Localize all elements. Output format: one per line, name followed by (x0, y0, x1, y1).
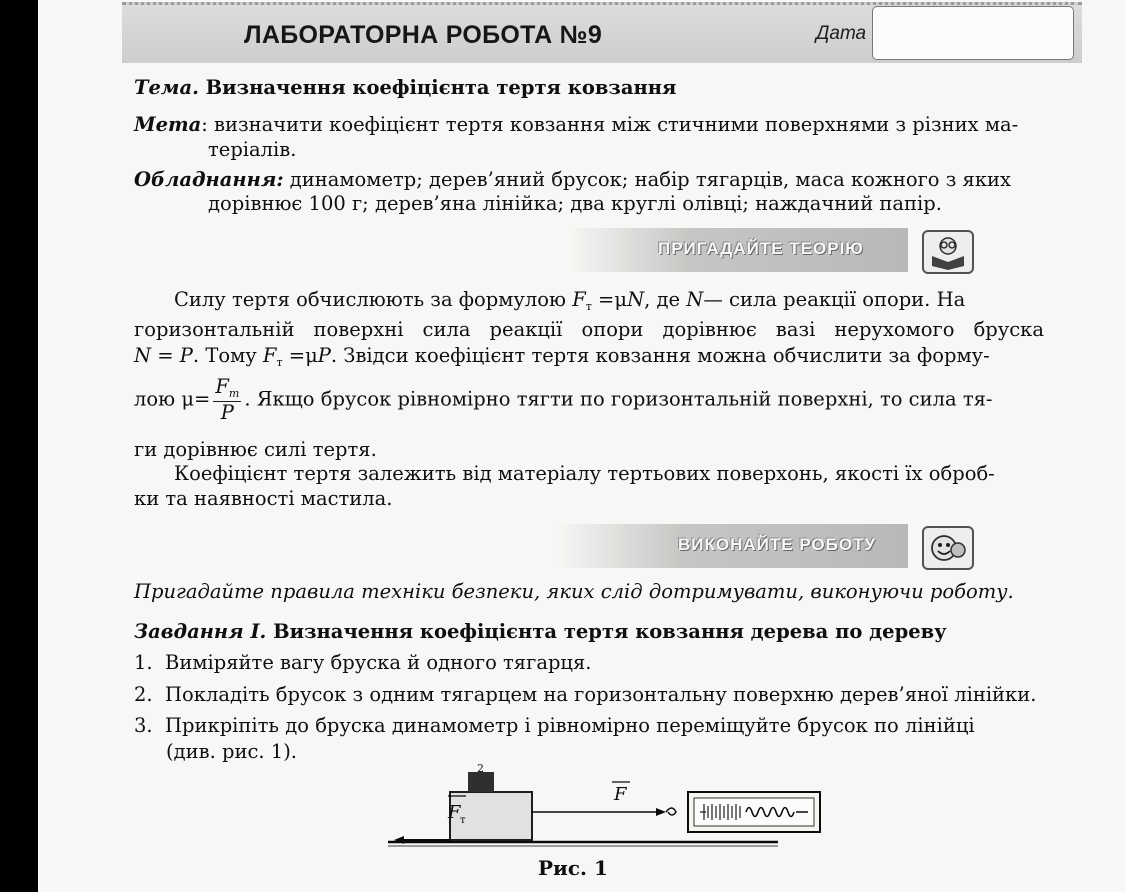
formula-symbol: μ (305, 344, 318, 367)
goal-line-1 (134, 113, 1018, 137)
friction-force-subscript: т (460, 815, 466, 826)
mu-fraction (213, 376, 241, 424)
theory-text: — сила реакції опори. На (703, 288, 966, 311)
step-text: Покладіть брусок з одним тягарцем на горизонтальну поверхню дерев’яної лінійки. (165, 683, 1037, 706)
goal-line-2: теріалів. (208, 138, 297, 161)
figure-caption: Рис. 1 (538, 856, 608, 880)
friction-force-label: F (448, 802, 461, 823)
theory-line-4 (134, 376, 993, 424)
step-text: Виміряйте вагу бруска й одного тягарця. (165, 651, 592, 674)
goal-text: : визначити коефіцієнт тертя ковзання між стичними поверхнями з різних ма- (201, 113, 1019, 136)
formula-symbol: N (686, 288, 704, 311)
pull-force-label: F (614, 784, 627, 805)
work-banner (558, 524, 908, 568)
theory-line-5: ги дорівнює силі тертя. (134, 438, 377, 461)
theory-para2-line-2: ки та наявності мастила. (134, 487, 393, 510)
theory-banner (568, 228, 908, 272)
date-label: Дата (816, 23, 867, 44)
work-banner-label: ВИКОНАЙТЕ РОБОТУ (678, 535, 877, 554)
theory-text: лою (134, 387, 176, 411)
formula-symbol: P (317, 344, 331, 367)
list-item (134, 683, 1036, 707)
book-reader-icon (922, 230, 974, 274)
textbook-page (38, 0, 1125, 892)
step-text: Прикріпіть до бруска динамометр і рівномірно переміщуйте брусок по лінійці (165, 714, 975, 737)
formula-symbol: = (288, 344, 306, 367)
theory-text: . Тому (192, 344, 257, 367)
formula-symbol: P (220, 401, 234, 424)
pull-arrowhead (656, 808, 666, 816)
weight-label: 2 (477, 762, 484, 775)
task1-heading (134, 620, 947, 644)
theory-line-1 (174, 288, 965, 315)
step-number: 2. (134, 683, 153, 706)
theory-line-2: горизонтальній поверхні сила реакції опори дорівнює вазі нерухомого бруска (134, 318, 1044, 341)
list-item (134, 651, 591, 675)
task1-title: Визначення коефіцієнта тертя ковзання дерева по дереву (266, 620, 947, 643)
figure-1-diagram (388, 760, 838, 852)
theory-para2-line-1: Коефіцієнт тертя залежить від матеріалу тертьових поверхонь, якості їх оброб- (174, 462, 995, 485)
topic-text: Визначення коефіцієнта тертя ковзання (198, 76, 677, 99)
theory-text: . Звідси коефіцієнт тертя ковзання можна обчислити за форму- (330, 344, 990, 367)
theory-text: . Якщо брусок рівномірно тягти по горизонтальній поверхні, то сила тя- (244, 387, 993, 411)
formula-symbol: F (262, 344, 277, 367)
theory-banner-label: ПРИГАДАЙТЕ ТЕОРІЮ (658, 239, 864, 258)
task1-label: Завдання I. (134, 620, 267, 643)
formula-symbol: μ (181, 387, 194, 411)
formula-symbol: F (215, 375, 229, 398)
formula-subscript: т (228, 387, 240, 400)
list-item-continuation: (див. рис. 1). (166, 740, 297, 763)
formula-symbol: μ (614, 288, 628, 311)
theory-line-3 (134, 344, 990, 371)
weight (468, 772, 494, 792)
list-item (134, 714, 975, 738)
step-number: 3. (134, 714, 153, 737)
topic-label: Тема. (134, 76, 199, 99)
safety-note: Пригадайте правила техніки безпеки, яких слід дотримувати, виконуючи роботу. (134, 580, 1014, 603)
date-field[interactable] (872, 6, 1074, 60)
formula-symbol: = (598, 288, 615, 311)
formula-symbol: F (572, 288, 586, 311)
formula-subscript: т (276, 356, 283, 369)
lab-header (122, 2, 1082, 63)
equipment-line-1 (134, 168, 1011, 192)
hook (666, 808, 676, 815)
smiley-icon (922, 526, 974, 570)
topic-line (134, 76, 676, 100)
formula-subscript: т (585, 300, 592, 313)
lab-title: ЛАБОРАТОРНА РОБОТА №9 (244, 21, 603, 49)
step-number: 1. (134, 651, 153, 674)
goal-label: Мета (134, 113, 202, 136)
theory-text: , де (644, 288, 681, 311)
formula-symbol: N = P (134, 344, 193, 367)
formula-symbol: = (194, 387, 211, 411)
equipment-label: Обладнання: (134, 168, 284, 191)
formula-symbol: N (627, 288, 645, 311)
equipment-text: динамометр; дерев’яний брусок; набір тягарців, маса кожного з яких (283, 168, 1012, 191)
equipment-line-2: дорівнює 100 г; дерев’яна лінійка; два круглі олівці; наждачний папір. (208, 192, 942, 215)
theory-text: Силу тертя обчислюють за формулою (174, 288, 566, 311)
